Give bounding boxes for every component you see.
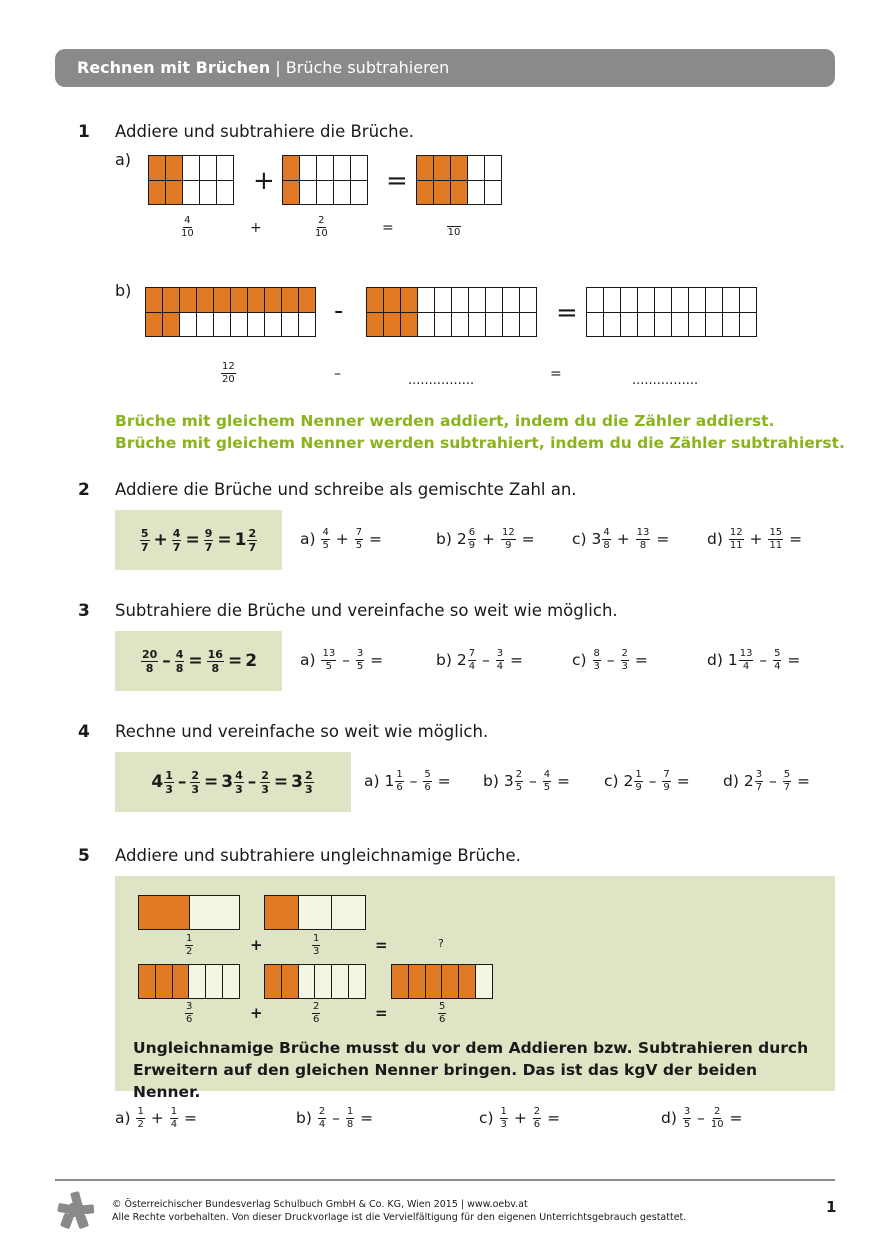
page-number: 1 (826, 1198, 837, 1216)
task-title: Addiere die Brüche und schreibe als gemischte Zahl an. (115, 480, 577, 499)
rule-line: Brüche mit gleichem Nenner werden subtrahiert, indem du die Zähler subtrahierst. (115, 434, 845, 452)
exercise-item[interactable]: d) $\frac{3}{5}$ – $\frac{2}{10}$ = (661, 1105, 743, 1130)
plus-sign: + (250, 936, 263, 954)
exercise-item[interactable]: b) 2 $\frac{6}{9}$ + $\frac{12}{9}$ = (436, 526, 535, 551)
footer-divider (55, 1179, 835, 1181)
example-box: $\frac{20}{8}$ – $\frac{4}{8}$ = $\frac{16}{8}$ = 2 (115, 631, 282, 691)
minus-sign: - (334, 296, 344, 326)
equals-sign: = (375, 936, 388, 954)
exercise-item[interactable]: d) 1 $\frac{13}{4}$ – $\frac{5}{4}$ = (707, 647, 801, 672)
fraction: $\frac{2}{6}$ (313, 1001, 320, 1025)
fraction: $\frac{4}{10}$ (181, 215, 194, 239)
exercise-item[interactable]: d) $\frac{12}{11}$ + $\frac{15}{11}$ = (707, 526, 803, 551)
exercise-item[interactable]: c) 3 $\frac{4}{8}$ + $\frac{13}{8}$ = (572, 526, 670, 551)
equals-sign: = (386, 166, 408, 196)
operator: – (334, 366, 341, 382)
exercise-item[interactable]: b) 3 $\frac{2}{5}$ – $\frac{4}{5}$ = (483, 768, 571, 793)
task-title: Subtrahiere die Brüche und vereinfache so weit wie möglich. (115, 601, 618, 620)
task-title: Rechne und vereinfache so weit wie möglich. (115, 722, 489, 741)
exercise-row (115, 1104, 835, 1132)
task-number: 5 (78, 846, 90, 866)
exercise-item[interactable]: c) 2 $\frac{1}{9}$ – $\frac{7}{9}$ = (604, 768, 690, 793)
rule-text: Ungleichnamige Brüche musst du vor dem Addieren bzw. Subtrahieren durch Erweitern auf den gleichen Nenner bringen. Das ist das kgV der beiden Nenner. (133, 1039, 809, 1101)
exercise-item[interactable]: a) 1 $\frac{1}{6}$ – $\frac{5}{6}$ = (364, 768, 451, 793)
task-title: Addiere und subtrahiere ungleichnamige Brüche. (115, 846, 521, 865)
exercise-item[interactable]: d) 2 $\frac{3}{7}$ – $\frac{5}{7}$ = (723, 768, 811, 793)
exercise-row (300, 526, 830, 552)
exercise-item[interactable]: b) 2 $\frac{7}{4}$ – $\frac{3}{4}$ = (436, 647, 524, 672)
header-title: Brüche subtrahieren (285, 58, 450, 77)
plus-sign: + (253, 166, 275, 196)
question-mark: ? (438, 937, 444, 950)
fraction-grid-subtrahend (366, 287, 537, 337)
answer-blank[interactable]: ................ (408, 373, 475, 388)
plus-sign: + (250, 1004, 263, 1022)
footer-text (112, 1198, 686, 1224)
fraction-bar-3-6 (138, 964, 240, 999)
fraction-bar-1-3 (264, 895, 366, 930)
fraction-bar-5-6 (391, 964, 493, 999)
exercise-item[interactable]: a) $\frac{13}{5}$ – $\frac{3}{5}$ = (300, 647, 384, 672)
task-number: 2 (78, 480, 90, 500)
fraction-bar-1-2 (138, 895, 240, 930)
copyright-line: © Österreichischer Bundesverlag Schulbuch GmbH & Co. KG, Wien 2015 | www.oebv.at (112, 1199, 528, 1210)
fraction-grid-12-20 (145, 287, 316, 337)
fraction-grid-result (416, 155, 502, 205)
operator: = (382, 220, 394, 236)
equals-sign: = (375, 1004, 388, 1022)
exercise-item[interactable]: a) $\frac{1}{2}$ + $\frac{1}{4}$ = (115, 1105, 198, 1130)
header-separator: | (270, 58, 286, 77)
exercise-item[interactable]: c) $\frac{8}{3}$ – $\frac{2}{3}$ = (572, 647, 648, 672)
exercise-row (364, 768, 834, 794)
rights-line: Alle Rechte vorbehalten. Von dieser Druckvorlage ist die Vervielfältigung für den eigenen Unterrichtsgebrauch gestattet. (112, 1212, 687, 1223)
exercise-item[interactable]: b) $\frac{2}{4}$ – $\frac{1}{8}$ = (296, 1105, 374, 1130)
fraction-grid-4-10 (148, 155, 234, 205)
rule-text (115, 410, 845, 454)
operator: + (250, 220, 262, 236)
fraction: $\frac{12}{20}$ (222, 361, 235, 385)
exercise-row (300, 647, 830, 673)
example-box: 4 $\frac{1}{3}$ – $\frac{2}{3}$ = 3 $\frac{4}{3}$ – $\frac{2}{3}$ = 3 $\frac{2}{3}$ (115, 752, 351, 812)
task-number: 3 (78, 601, 90, 621)
task-number: 4 (78, 722, 90, 742)
fraction-grid-2-10 (282, 155, 368, 205)
exercise-item[interactable]: c) $\frac{1}{3}$ + $\frac{2}{6}$ = (479, 1105, 561, 1130)
operator: = (550, 366, 562, 382)
fraction: $\frac{2}{10}$ (315, 215, 328, 239)
rule-line: Brüche mit gleichem Nenner werden addiert, indem du die Zähler addierst. (115, 412, 775, 430)
subtask-label: a) (115, 150, 132, 169)
fraction: $\frac{1}{3}$ (313, 933, 320, 957)
publisher-logo-icon (56, 1190, 96, 1230)
example-box: $\frac{5}{7}$ + $\frac{4}{7}$ = $\frac{9}{7}$ = 1 $\frac{2}{7}$ (115, 510, 282, 570)
exercise-item[interactable]: a) $\frac{4}{5}$ + $\frac{7}{5}$ = (300, 526, 383, 551)
fraction: $\frac{3}{6}$ (186, 1001, 193, 1025)
fraction: $\frac{1}{2}$ (186, 933, 193, 957)
header-title-bold: Rechnen mit Brüchen (77, 58, 271, 77)
fraction: $\frac{5}{6}$ (439, 1001, 446, 1025)
subtask-label: b) (115, 281, 132, 300)
equals-sign: = (556, 298, 578, 328)
task-title: Addiere und subtrahiere die Brüche. (115, 122, 414, 141)
fraction-blank[interactable]: 10 (446, 216, 462, 238)
answer-blank[interactable]: ................ (632, 373, 699, 388)
page-header (55, 49, 835, 87)
task-number: 1 (78, 122, 90, 142)
fraction-bar-2-6 (264, 964, 366, 999)
fraction-grid-empty[interactable] (586, 287, 757, 337)
